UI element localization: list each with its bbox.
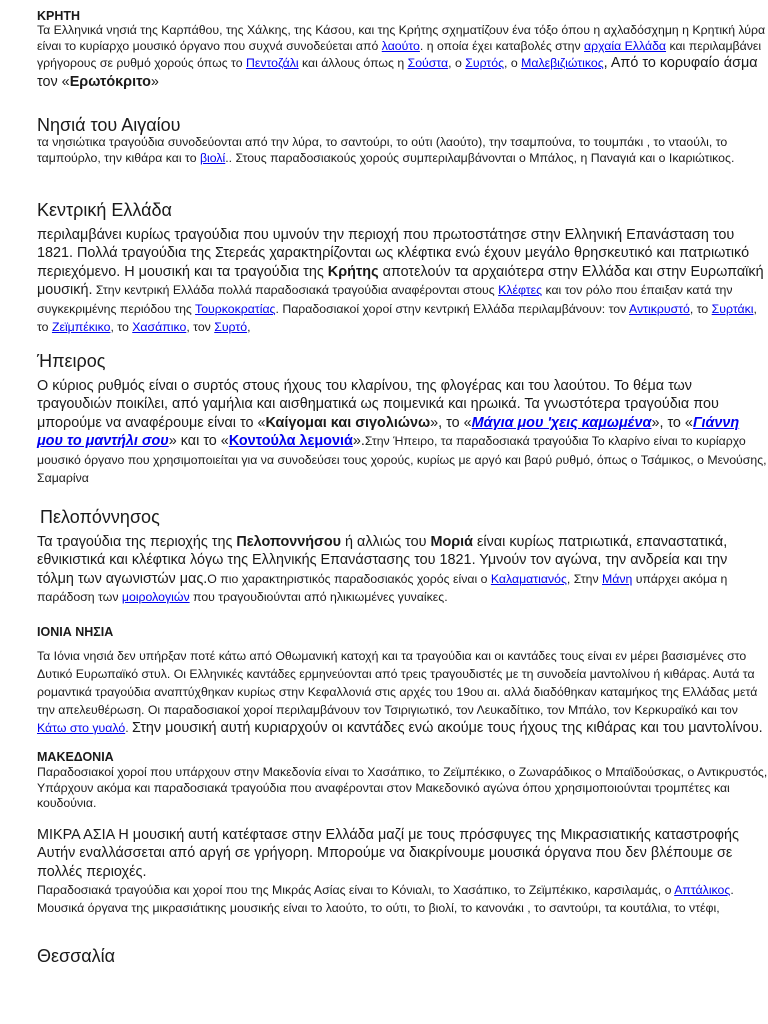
link-laouto[interactable]: λαούτο [381,38,420,53]
paragraph-aegean: τα νησιώτικα τραγούδια συνοδεύονται από την λύρα, το σαντούρι, το ούτι (λαούτο), την τσαμπούνα, το τουμπάκι , το νταούλι, το ταμπούρλο, την κιθάρα και το βιολί.. Στους παραδοσιακούς χορούς συμπεριλαμβάνονται ο Μπάλος, η Παναγιά και ο Ικαριώτικος. [37,135,735,165]
link-zeibekiko[interactable]: Ζεϊμπέκικο [51,319,111,334]
link-antalikos[interactable]: Απτάλικος [674,883,731,898]
link-sousta[interactable]: Σούστα [407,56,449,71]
link-pentozali[interactable]: Πεντοζάλι [245,56,299,71]
paragraph-ionian: Τα Ιόνια νησιά δεν υπήρξαν ποτέ κάτω από Οθωμανική κατοχή και τα τραγούδια και οι καντάδες τους είναι εν μέρει βασισμένες στο Δυτικό Ευρωπαϊκό στυλ. Οι Ελληνικές καντάδες ερμηνεύονται από τρεις τραγουδιστές με τη συνοδεία μαντολίνου ή κιθάρας. Αυτά τα ρομαντικά τραγούδια αναπτύχθηκαν κυρίως στην Κεφαλλονιά στις αρχές του 19ου αι. αλλά διαδόθηκαν καταμήκος της Ελλάδας μετά την απελευθέρωση. Οι παραδοσιακοί χοροί περιλαμβάνουν τον Τσιριγιωτικό, τον Λευκαδίτικο, τον Μπάλο, τον Κερκυραϊκό και τον Κάτω στο γυαλό. Στην μουσική αυτή κυριαρχούν οι καντάδες ενώ ακούμε τους ήχους της κιθάρας και του μαντολίνου. [37,649,763,736]
link-klefts[interactable]: Κλέφτες [498,283,543,298]
heading-central-greece: Κεντρική Ελλάδα [37,200,172,220]
heading-peloponnese: Πελοπόννησος [40,507,160,527]
link-kato-sto-gyalo[interactable]: Κάτω στο γυαλό [37,721,126,735]
link-kalamatianos[interactable]: Καλαματιανός [490,571,567,586]
link-syrtaki[interactable]: Συρτάκι [711,301,754,316]
paragraph-peloponnese: Τα τραγούδια της περιοχής της Πελοποννήσου ή αλλιώς του Μοριά είναι κυρίως πατριωτικά, επαναστατικά, εθνικιστικά και κλέφτικα λόγω της Ελληνικής Επανάστασης του 1821. Υμνούν τον αγώνα, την ανδρεία και την τόλμη των αγωνιστών μας.Ο πιο χαρακτηριστικός παραδοσιακός χορός είναι ο Καλαματιανός, Στην Μάνη υπάρχει ακόμα η παράδοση των μοιρολογιών που τραγουδιούνται από ηλικιωμένες γυναίκες. [37,534,728,605]
heading-aegean: Νησιά του Αιγαίου [37,115,181,135]
link-violi[interactable]: βιολί [199,150,226,165]
bold-erotokritos: Ερωτόκριτο [69,73,151,90]
heading-ionian: ΙΟΝΙΑ ΝΗΣΙΑ [37,625,114,639]
link-hasapiko[interactable]: Χασάπικο [132,319,187,334]
link-archaia-ellada[interactable]: αρχαία Ελλάδα [584,38,667,53]
heading-crete: ΚΡΗΤΗ [37,9,81,23]
link-kontoula[interactable]: Κοντούλα λεμονιά [228,433,353,450]
paragraph-asia-minor: ΜΙΚΡΑ ΑΣΙΑ Η μουσική αυτή κατέφτασε στην Ελλάδα μαζί με τους πρόσφυγες της Μικρασιατικής καταστροφής Αυτήν εναλλάσσεται από αργή σε γρήγορη. Μπορούμε να διακρίνουμε μουσικά όργανα που δεν βλέπουμε σε πολλές περιοχές. Παραδοσιακά τραγούδια και χοροί που της Μικράς Ασίας είναι το Κόνιαλι, το Χασάπικο, το Ζεϊμπέκικο, καρσιλαμάς, ο Απτάλικος. Μουσικά όργανα της μικρασιάτικης μουσικής είναι το λαούτο, το ούτι, το βιολί, το κανονάκι , το σαντούρι, τα κουτάλια, το ντέφι, [37,827,739,916]
bold-kaigomai: Καίγομαι και σιγολιώνω [265,414,431,431]
bold-peloponnisou: Πελοποννήσου [236,534,342,550]
heading-macedonia: ΜΑΚΕΔΟΝΙΑ [37,750,114,764]
paragraph-epirus: Ο κύριος ρυθμός είναι ο συρτός στους ήχους του κλαρίνου, της φλογέρας και του λαούτου. Το θέμα των τραγουδιών ποικίλει, από γαμήλια και αισθηματικά ως ποιμενικά και ηρωικά. Τα γνωστότερα τραγούδια που μπορούμε να αναφέρουμε είναι το «Καίγομαι και σιγολιώνω», το «Μάγια μου 'χεις καμωμένα», το «Γιάννη μου το μαντήλι σου» και το «Κοντούλα λεμονιά».Στην Ήπειρο, τα παραδοσιακά τραγούδια Το κλαρίνο είναι το κυρίαρχο μουσικό όργανο που χρησιμοποιείται για να συνοδεύσει τους χορούς, κυρίως με αργό και βαρύ ρυθμό, όπως ο Τσάμικος, ο Μενούσης, Σαμαρίνα [37,378,767,485]
paragraph-macedonia: Παραδοσιακοί χοροί που υπάρχουν στην Μακεδονία είναι το Χασάπικο, το Ζεϊμπέκικο, ο Ζωναράδικος ο Μπαϊδούσκας, ο Αντικρυστός, Υπάρχουν ακόμα και παραδοσιακά τραγούδια που αναφέρονται στον Μακεδονικό αγώνα όπου χρησιμοποιούνται τρομπέτες και κουδούνια. [37,765,768,811]
heading-epirus: Ήπειρος [37,351,106,371]
bold-kritis: Κρήτης [327,263,379,280]
bold-moria: Μοριά [430,534,474,550]
link-mani[interactable]: Μάνη [602,571,633,586]
paragraph-central-greece: περιλαμβάνει κυρίως τραγούδια που υμνούν την περιοχή που πρωτοστάτησε στην Ελληνική Επανάσταση του 1821. Πολλά τραγούδια της Στερεάς χαρακτηρίζονται ως κλέφτικα ενώ έχουν μεγάλο θρησκευτικό και πατριωτικό περιεχόμενο. Η μουσική και τα τραγούδια της Κρήτης αποτελούν τα αρχαιότερα στην Ελλάδα και στην Ευρωπαϊκή μουσική. Στην κεντρική Ελλάδα πολλά παραδοσιακά τραγούδια αναφέρονται στους Κλέφτες και τον ρόλο που έπαιξαν κατά την συγκεκριμένης περιόδου της Τουρκοκρατίας. Παραδοσιακοί χοροί στην κεντρική Ελλάδα περιλαμβάνουν: τον Αντικρυστό, το Συρτάκι, το Ζεϊμπέκικο, το Χασάπικο, τον Συρτό, [37,227,764,334]
link-syrto[interactable]: Συρτό [214,319,248,334]
link-magia[interactable]: Μάγια μου 'χεις καμωμένα [471,414,652,431]
link-tourkokratia[interactable]: Τουρκοκρατίας [195,301,276,316]
link-moirologia[interactable]: μοιρολογιών [121,590,190,605]
link-malevizi[interactable]: Μαλεβιζιώτικος [521,56,604,71]
link-syrtos[interactable]: Συρτός [465,56,505,71]
link-gianni[interactable]: Γιάννη μου το μαντήλι σου [37,414,740,450]
link-antikristo[interactable]: Αντικρυστό [629,301,690,316]
paragraph-crete: Τα Ελληνικά νησιά της Καρπάθου, της Χάλκης, της Κάσου, και της Κρήτης σχηματίζουν ένα τόξο όπου η αχλαδόσχημη η Κρητική λύρα είναι το κυρίαρχο μουσικό όργανο που συχνά συνοδεύεται από λαούτο. η οποία έχει καταβολές στην αρχαία Ελλάδα και περιλαμβάνει γρήγορους σε ρυθμό χορούς όπως το Πεντοζάλι και άλλους όπως η Σούστα, ο Συρτός, ο Μαλεβιζιώτικος, Από το κορυφαίο άσμα τον «Ερωτόκριτο» [37,23,766,90]
heading-thessaly: Θεσσαλία [37,946,116,966]
